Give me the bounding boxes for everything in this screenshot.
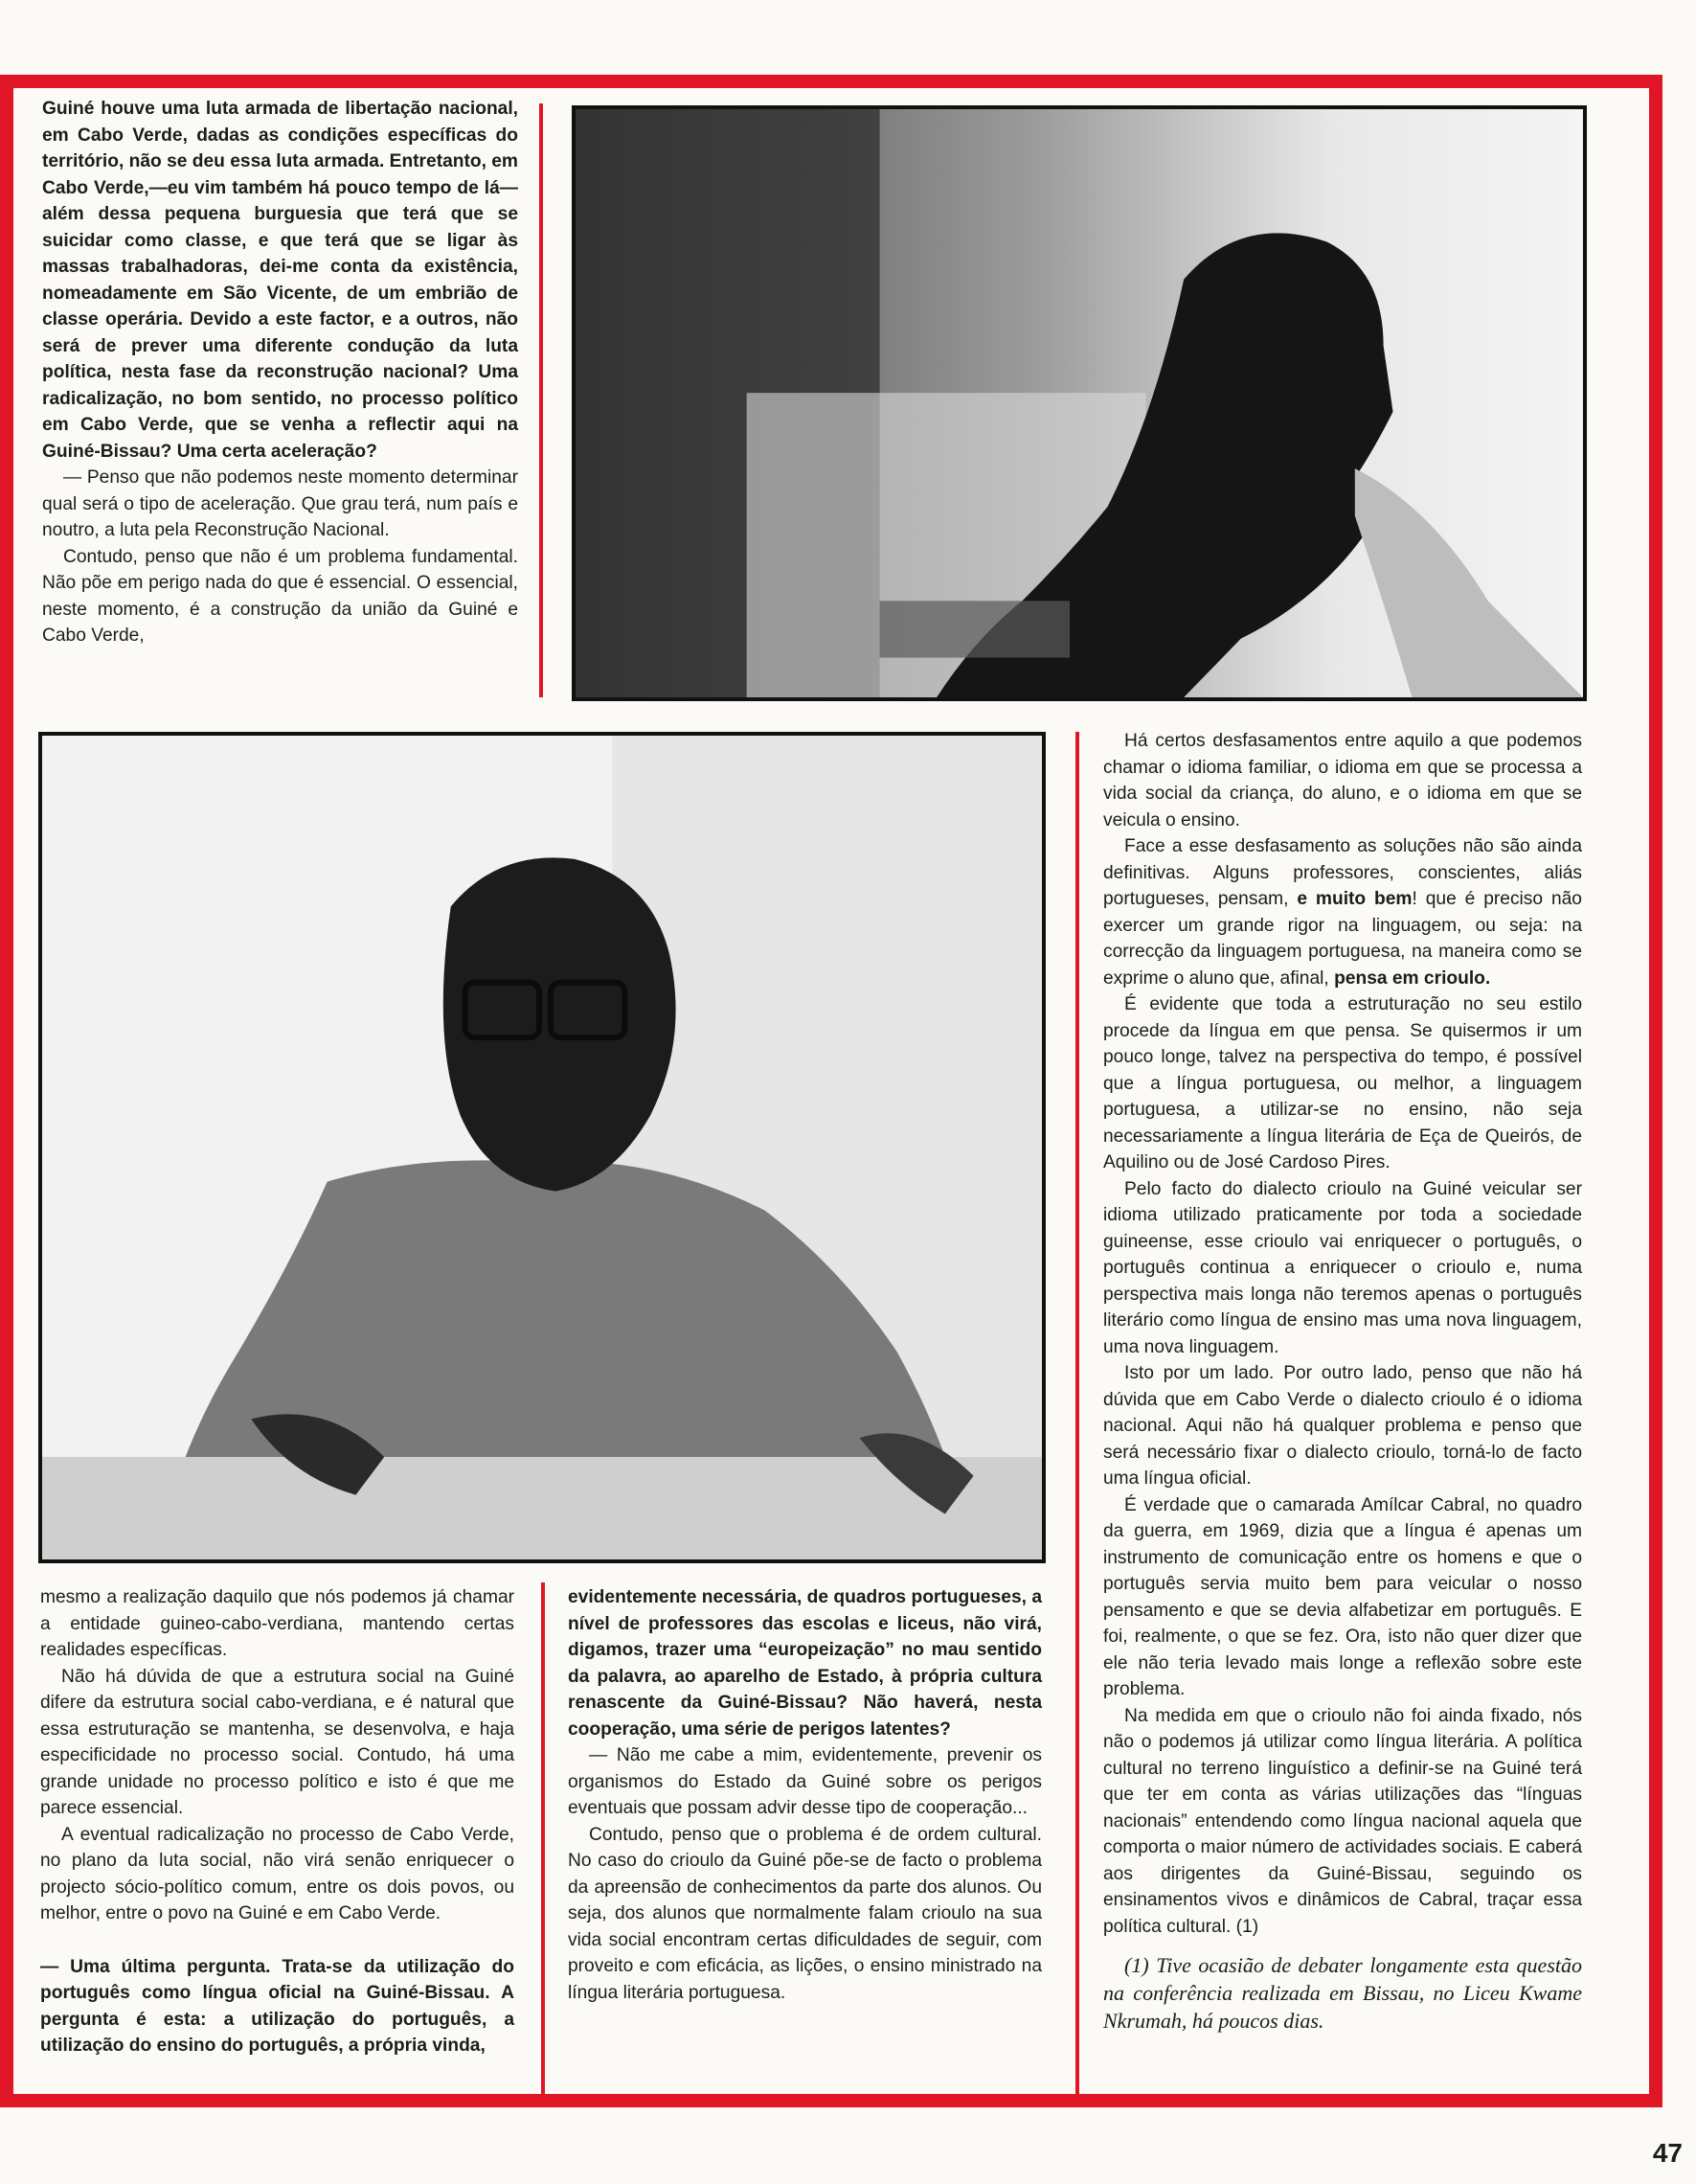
column-top-left <box>42 96 518 649</box>
answer-paragraph: É verdade que o camarada Amílcar Cabral, no quadro da guerra, em 1969, dizia que a língua é apenas um instrumento de comunicação entre os homens e que o português servia muito bem para veicular o nosso pensamento e que se devia alfabetizar em português. E foi, realmente, o que se fez. Ora, isto não quer dizer que ele não teria levado mais longe a reflexão sobre este problema. <box>1103 1494 1582 1699</box>
column-right <box>1103 728 1582 2035</box>
answer-paragraph: mesmo a realização daquilo que nós podemos já chamar a entidade guineo-cabo-verdiana, mantendo certas realidades específicas. <box>40 1587 514 1660</box>
column-bottom-left <box>40 1584 514 2059</box>
answer-paragraph <box>1103 833 1582 991</box>
question-paragraph: evidentemente necessária, de quadros portugueses, a nível de professores das escolas e liceus, não virá, digamos, trazer uma “europeização” no mau sentido da palavra, ao aparelho de Estado, à própria cultura renascente da Guiné-Bissau? Não haverá, nesta cooperação, uma série de perigos latentes? <box>568 1587 1042 1740</box>
answer-paragraph: Contudo, penso que o problema é de ordem cultural. No caso do crioulo da Guiné põe-se de facto o problema da apreensão de conhecimentos da parte dos alunos. Ou seja, dos alunos que normalmente falam crioulo na sua vida social encontram certas dificuldades de seguir, com proveito e com eficácia, as lições, o ensino ministrado na língua literária portuguesa. <box>568 1824 1042 2003</box>
question-paragraph: — Uma última pergunta. Trata-se da utilização do português como língua oficial na Guiné-Bissau. A pergunta é esta: a utilização do português, a utilização do ensino do português, a própria vinda, <box>40 1956 514 2056</box>
column-bottom-middle <box>568 1584 1042 2006</box>
answer-paragraph: — Penso que não podemos neste momento determinar qual será o tipo de aceleração. Que grau terá, num país e noutro, a luta pela Reconstrução Nacional. <box>42 467 518 540</box>
page-number: 47 <box>1652 2138 1683 2168</box>
text-span: ! que é preciso não exercer um grande rigor na linguagem, ou seja: na correcção da linguagem portuguesa, na maneira como se exprime o aluno que, afinal, <box>1103 889 1582 989</box>
bold-emphasis: e muito bem <box>1297 889 1413 909</box>
answer-paragraph: — Não me cabe a mim, evidentemente, prevenir os organismos do Estado da Guiné sobre os perigos eventuais que possam advir desse tipo de cooperação... <box>568 1745 1042 1818</box>
question-paragraph: Guiné houve uma luta armada de libertação nacional, em Cabo Verde, dadas as condições específicas do território, não se deu essa luta armada. Entretanto, em Cabo Verde,—eu vim também há pouco tempo de lá—além dessa pequena burguesia que terá que se suicidar como classe, e que terá que se ligar às massas trabalhadoras, dei-me conta da existência, nomeadamente em São Vicente, de um embrião de classe operária. Devido a este factor, e a outros, não será de prever uma diferente condução da luta política, nesta fase da reconstrução nacional? Uma radicalização, no bom sentido, no processo político em Cabo Verde, que se venha a reflectir aqui na Guiné-Bissau? Uma certa aceleração? <box>42 99 518 462</box>
column-divider <box>539 103 543 697</box>
column-divider <box>1075 732 1079 2107</box>
footnote: (1) Tive ocasião de debater longamente esta questão na conferência realizada em Bissau, no Liceu Kwame Nkrumah, há poucos dias. <box>1103 1953 1582 2033</box>
photo-man-glasses-image <box>42 736 1042 1559</box>
answer-paragraph: É evidente que toda a estruturação no seu estilo procede da língua em que pensa. Se quisermos ir um pouco longe, talvez na perspectiva do tempo, é possível que a língua portuguesa, ou melhor, a linguagem portuguesa, a utilizar-se no ensino, não seja necessariamente a língua literária de Eça de Queirós, de Aquilino ou de José Cardoso Pires. <box>1103 994 1582 1172</box>
photo-man-profile-image <box>576 109 1583 697</box>
bold-emphasis: pensa em crioulo. <box>1334 967 1491 989</box>
answer-paragraph: Não há dúvida de que a estrutura social na Guiné difere da estrutura social cabo-verdiana, e é natural que essa estruturação se mantenha, se desenvolva, e haja especificidade no processo social. Contudo, há uma grande unidade no processo político e isto é que me parece essencial. <box>40 1666 514 1818</box>
answer-paragraph: A eventual radicalização no processo de Cabo Verde, no plano da luta social, não virá senão enriquecer o projecto sócio-político comum, entre os dois povos, ou melhor, entre o povo na Guiné e em Cabo Verde. <box>40 1824 514 1923</box>
answer-paragraph: Há certos desfasamentos entre aquilo a que podemos chamar o idioma familiar, o idioma em que se processa a vida social da criança, do aluno, e o idioma em que se veicula o ensino. <box>1103 731 1582 830</box>
photo-man-glasses <box>38 732 1046 1563</box>
column-divider <box>541 1582 545 2107</box>
answer-paragraph: Isto por um lado. Por outro lado, penso que não há dúvida que em Cabo Verde o dialecto crioulo é o idioma nacional. Aqui não há qualquer problema e penso que será necessário fixar o dialecto crioulo, torná-lo de facto uma língua oficial. <box>1103 1363 1582 1489</box>
answer-paragraph: Contudo, penso que não é um problema fundamental. Não põe em perigo nada do que é essencial. O essencial, neste momento, é a construção da união da Guiné e Cabo Verde, <box>42 546 518 646</box>
text-span: Face a esse desfasamento as soluções não são ainda definitivas. Alguns professores, conscientes, aliás portugueses, pensam, <box>1103 836 1582 909</box>
photo-man-profile <box>572 105 1587 701</box>
answer-paragraph: Na medida em que o crioulo não foi ainda fixado, nós não o podemos já utilizar como língua literária. A política cultural no terreno linguístico a definir-se na Guiné terá que ter em conta as várias utilizações das “línguas nacionais” entendendo como língua nacional aquela que comporta o maior número de actividades sociais. E caberá aos dirigentes da Guiné-Bissau, seguindo os ensinamentos vivos e dinâmicos de Cabral, traçar essa política cultural. (1) <box>1103 1705 1582 1937</box>
answer-paragraph: Pelo facto do dialecto crioulo na Guiné veicular ser idioma utilizado praticamente por toda a sociedade guineense, esse crioulo vai enriquecer o português, o português continua a enriquecer o crioulo e, numa perspectiva mais longa não teremos apenas o português literário como língua de ensino mas uma nova linguagem, uma nova linguagem. <box>1103 1178 1582 1357</box>
